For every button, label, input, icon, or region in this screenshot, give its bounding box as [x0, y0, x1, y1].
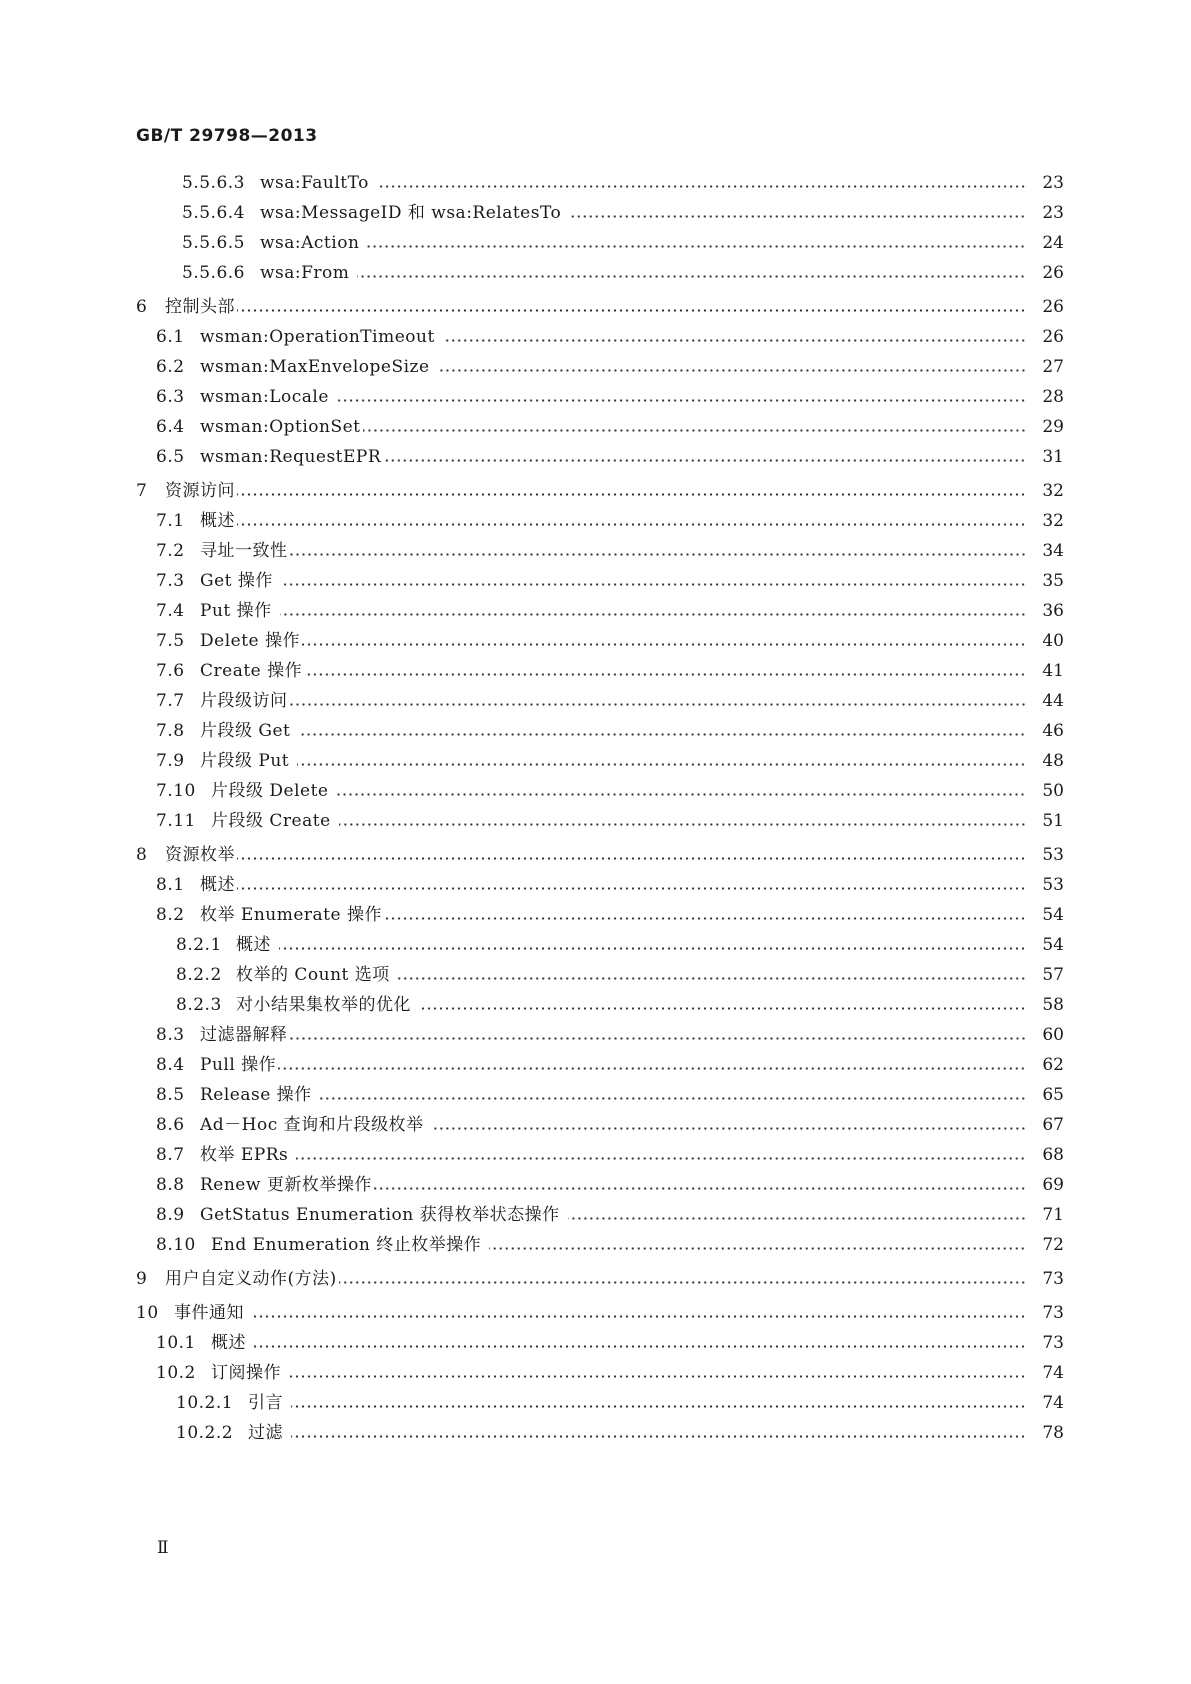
toc-entry — [136, 716, 1064, 742]
toc-entry — [136, 228, 1064, 254]
toc-entry-page: 53 — [1042, 875, 1064, 895]
toc-entry-page: 54 — [1042, 935, 1064, 955]
toc-entry-page: 32 — [1042, 511, 1064, 531]
toc-entry-page: 73 — [1042, 1303, 1064, 1323]
toc-entry-title: 资源访问 — [165, 481, 235, 501]
toc-entry-page: 26 — [1042, 263, 1064, 283]
toc-entry-title: wsa:MessageID 和 wsa:RelatesTo — [260, 203, 562, 223]
toc-entry — [136, 566, 1064, 592]
toc-entry-page: 35 — [1042, 571, 1064, 591]
toc-dot-leader — [443, 339, 1026, 342]
toc-dot-leader — [297, 763, 1026, 766]
toc-entry-number: 10.2 — [156, 1363, 196, 1383]
toc-dot-leader — [254, 1345, 1026, 1348]
toc-entry-title: 枚举的 Count 选项 — [236, 965, 390, 985]
toc-entry-number: 8.6 — [156, 1115, 185, 1135]
toc-entry-title: 枚举 EPRs — [200, 1145, 289, 1165]
toc-entry-number: 8.7 — [156, 1145, 185, 1165]
toc-entry — [136, 686, 1064, 712]
toc-entry — [136, 1388, 1064, 1414]
toc-entry-page: 68 — [1042, 1145, 1064, 1165]
toc-chapter-entry — [136, 1264, 1064, 1290]
toc-entry-number: 8.4 — [156, 1055, 185, 1075]
toc-entry — [136, 990, 1064, 1016]
toc-entry-title: wsman:OptionSet — [200, 417, 361, 437]
toc-dot-leader — [432, 1127, 1026, 1130]
toc-entry-number: 8.2 — [156, 905, 185, 925]
toc-dot-leader — [383, 459, 1026, 462]
toc-entry-title: 引言 — [248, 1393, 283, 1413]
toc-entry-page: 26 — [1042, 297, 1064, 317]
toc-dot-leader — [290, 703, 1027, 706]
toc-entry-number: 5.5.6.6 — [182, 263, 245, 283]
toc-entry-page: 48 — [1042, 751, 1064, 771]
toc-entry — [136, 1358, 1064, 1384]
toc-entry-title: 概述 — [236, 935, 271, 955]
toc-entry — [136, 382, 1064, 408]
toc-chapter-entry — [136, 1298, 1064, 1324]
toc-dot-leader — [296, 1157, 1026, 1160]
toc-entry — [136, 1140, 1064, 1166]
toc-entry — [136, 806, 1064, 832]
toc-dot-leader — [374, 1187, 1026, 1190]
toc-entry-page: 50 — [1042, 781, 1064, 801]
toc-entry-page: 58 — [1042, 995, 1064, 1015]
toc-entry — [136, 258, 1064, 284]
toc-dot-leader — [363, 429, 1026, 432]
toc-entry-number: 6.2 — [156, 357, 185, 377]
toc-entry-page: 23 — [1042, 203, 1064, 223]
toc-dot-leader — [280, 613, 1026, 616]
toc-entry-page: 54 — [1042, 905, 1064, 925]
toc-entry-page: 27 — [1042, 357, 1064, 377]
toc-entry-page: 60 — [1042, 1025, 1064, 1045]
toc-entry-title: 概述 — [200, 511, 235, 531]
toc-dot-leader — [489, 1247, 1026, 1250]
toc-entry-title: 用户自定义动作(方法) — [165, 1269, 337, 1289]
toc-entry — [136, 776, 1064, 802]
toc-entry-page: 34 — [1042, 541, 1064, 561]
toc-entry-page: 73 — [1042, 1269, 1064, 1289]
toc-entry-title: wsa:Action — [260, 233, 360, 253]
toc-entry — [136, 1110, 1064, 1136]
toc-entry-page: 73 — [1042, 1333, 1064, 1353]
toc-entry — [136, 870, 1064, 896]
toc-entry-page: 24 — [1042, 233, 1064, 253]
standard-code: GB/T 29798—2013 — [136, 126, 318, 146]
toc-entry-title: 过滤器解释 — [200, 1025, 288, 1045]
toc-entry-number: 8.3 — [156, 1025, 185, 1045]
toc-dot-leader — [419, 1007, 1026, 1010]
toc-dot-leader — [237, 309, 1026, 312]
toc-dot-leader — [320, 1097, 1026, 1100]
toc-entry-page: 29 — [1042, 417, 1064, 437]
toc-entry-page: 57 — [1042, 965, 1064, 985]
toc-entry-title: End Enumeration 终止枚举操作 — [211, 1235, 482, 1255]
toc-entry-number: 8.10 — [156, 1235, 196, 1255]
toc-dot-leader — [377, 185, 1026, 188]
toc-entry — [136, 1050, 1064, 1076]
toc-entry-number: 7.6 — [156, 661, 185, 681]
toc-entry-number: 7 — [136, 481, 148, 501]
toc-chapter-entry — [136, 476, 1064, 502]
toc-entry-number: 8.9 — [156, 1205, 185, 1225]
toc-entry-page: 71 — [1042, 1205, 1064, 1225]
toc-dot-leader — [237, 493, 1026, 496]
toc-entry-number: 9 — [136, 1269, 148, 1289]
toc-entry-number: 10.1 — [156, 1333, 196, 1353]
toc-entry-number: 7.8 — [156, 721, 185, 741]
toc-entry — [136, 930, 1064, 956]
toc-dot-leader — [339, 1281, 1026, 1284]
toc-entry-title: 片段级 Get — [200, 721, 291, 741]
toc-entry-page: 40 — [1042, 631, 1064, 651]
toc-entry — [136, 352, 1064, 378]
toc-entry-number: 7.2 — [156, 541, 185, 561]
toc-entry-title: 片段级 Create — [211, 811, 331, 831]
toc-entry-title: wsman:RequestEPR — [200, 447, 382, 467]
toc-entry-page: 32 — [1042, 481, 1064, 501]
toc-entry-page: 74 — [1042, 1393, 1064, 1413]
toc-entry — [136, 746, 1064, 772]
toc-entry-number: 7.4 — [156, 601, 185, 621]
toc-entry — [136, 656, 1064, 682]
toc-entry-page: 26 — [1042, 327, 1064, 347]
toc-entry-page: 44 — [1042, 691, 1064, 711]
toc-entry-title: 枚举 Enumerate 操作 — [200, 905, 382, 925]
toc-entry — [136, 1170, 1064, 1196]
toc-entry — [136, 626, 1064, 652]
toc-entry-page: 23 — [1042, 173, 1064, 193]
toc-dot-leader — [237, 857, 1026, 860]
toc-entry-number: 8 — [136, 845, 148, 865]
toc-chapter-entry — [136, 840, 1064, 866]
toc-dot-leader — [384, 917, 1026, 920]
toc-entry — [136, 960, 1064, 986]
toc-entry-page: 78 — [1042, 1423, 1064, 1443]
toc-entry-title: 片段级 Put — [200, 751, 290, 771]
toc-entry-number: 7.11 — [156, 811, 196, 831]
toc-entry-title: Get 操作 — [200, 571, 273, 591]
toc-entry-page: 74 — [1042, 1363, 1064, 1383]
toc-entry-number: 6.3 — [156, 387, 185, 407]
toc-entry-number: 10.2.2 — [176, 1423, 234, 1443]
toc-dot-leader — [438, 369, 1026, 372]
toc-entry-number: 8.8 — [156, 1175, 185, 1195]
toc-entry-number: 8.5 — [156, 1085, 185, 1105]
toc-entry-number: 6.1 — [156, 327, 185, 347]
toc-entry-title: GetStatus Enumeration 获得枚举状态操作 — [200, 1205, 560, 1225]
toc-entry-title: Ad－Hoc 查询和片段级枚举 — [200, 1115, 424, 1135]
toc-dot-leader — [289, 1375, 1026, 1378]
toc-entry-title: 寻址一致性 — [200, 541, 288, 561]
toc-entry-number: 7.3 — [156, 571, 185, 591]
toc-entry — [136, 1328, 1064, 1354]
toc-entry-number: 8.2.1 — [176, 935, 222, 955]
toc-entry-title: 事件通知 — [174, 1303, 244, 1323]
toc-entry-title: Pull 操作 — [200, 1055, 277, 1075]
toc-dot-leader — [237, 523, 1026, 526]
toc-entry-number: 5.5.6.3 — [182, 173, 245, 193]
toc-entry-title: Release 操作 — [200, 1085, 312, 1105]
toc-entry-number: 7.9 — [156, 751, 185, 771]
toc-entry-title: Create 操作 — [200, 661, 303, 681]
toc-entry-page: 31 — [1042, 447, 1064, 467]
toc-entry-title: wsa:From — [260, 263, 350, 283]
toc-dot-leader — [278, 1067, 1026, 1070]
toc-dot-leader — [337, 399, 1026, 402]
toc-entry-page: 62 — [1042, 1055, 1064, 1075]
toc-entry-title: 概述 — [211, 1333, 246, 1353]
toc-entry-page: 46 — [1042, 721, 1064, 741]
toc-entry-page: 69 — [1042, 1175, 1064, 1195]
toc-entry-title: 过滤 — [248, 1423, 283, 1443]
toc-dot-leader — [336, 793, 1026, 796]
toc-entry — [136, 1020, 1064, 1046]
toc-entry-title: wsman:Locale — [200, 387, 329, 407]
toc-dot-leader — [302, 643, 1026, 646]
toc-entry-number: 6.5 — [156, 447, 185, 467]
toc-entry-number: 7.10 — [156, 781, 196, 801]
toc-entry-number: 8.2.2 — [176, 965, 222, 985]
toc-dot-leader — [569, 215, 1026, 218]
toc-entry-title: 概述 — [200, 875, 235, 895]
toc-entry-title: wsa:FaultTo — [260, 173, 369, 193]
toc-entry-title: 片段级访问 — [200, 691, 288, 711]
toc-entry-title: Renew 更新枚举操作 — [200, 1175, 372, 1195]
toc-entry — [136, 322, 1064, 348]
toc-entry-number: 10.2.1 — [176, 1393, 234, 1413]
toc-chapter-entry — [136, 292, 1064, 318]
toc-entry-page: 53 — [1042, 845, 1064, 865]
toc-entry — [136, 168, 1064, 194]
toc-entry — [136, 1200, 1064, 1226]
toc-entry — [136, 442, 1064, 468]
toc-entry-page: 72 — [1042, 1235, 1064, 1255]
toc-entry-number: 6.4 — [156, 417, 185, 437]
toc-dot-leader — [398, 977, 1026, 980]
toc-entry — [136, 536, 1064, 562]
toc-dot-leader — [290, 1037, 1027, 1040]
toc-entry-number: 5.5.6.4 — [182, 203, 245, 223]
toc-entry — [136, 1230, 1064, 1256]
toc-entry-title: Delete 操作 — [200, 631, 300, 651]
toc-entry — [136, 900, 1064, 926]
toc-dot-leader — [281, 583, 1026, 586]
toc-entry-title: wsman:OperationTimeout — [200, 327, 435, 347]
toc-dot-leader — [339, 823, 1026, 826]
toc-entry — [136, 596, 1064, 622]
toc-entry-number: 7.5 — [156, 631, 185, 651]
toc-dot-leader — [291, 1435, 1026, 1438]
toc-entry-number: 8.2.3 — [176, 995, 222, 1015]
toc-entry — [136, 506, 1064, 532]
toc-entry-number: 7.7 — [156, 691, 185, 711]
toc-entry-number: 10 — [136, 1303, 159, 1323]
toc-dot-leader — [357, 275, 1026, 278]
toc-entry-number: 7.1 — [156, 511, 185, 531]
toc-entry — [136, 412, 1064, 438]
toc-dot-leader — [252, 1315, 1026, 1318]
toc-entry-number: 6 — [136, 297, 148, 317]
toc-dot-leader — [290, 553, 1027, 556]
toc-entry-page: 36 — [1042, 601, 1064, 621]
toc-entry-title: 对小结果集枚举的优化 — [236, 995, 411, 1015]
toc-entry-page: 41 — [1042, 661, 1064, 681]
toc-entry — [136, 1418, 1064, 1444]
toc-entry — [136, 1080, 1064, 1106]
toc-entry-title: Put 操作 — [200, 601, 272, 621]
page-number: Ⅱ — [157, 1538, 169, 1558]
toc-dot-leader — [304, 673, 1026, 676]
toc-entry-page: 28 — [1042, 387, 1064, 407]
toc-dot-leader — [298, 733, 1026, 736]
toc-entry-title: 订阅操作 — [211, 1363, 281, 1383]
toc-dot-leader — [291, 1405, 1026, 1408]
toc-entry — [136, 198, 1064, 224]
toc-entry-title: 片段级 Delete — [211, 781, 329, 801]
toc-entry-title: 控制头部 — [165, 297, 235, 317]
toc-entry-number: 5.5.6.5 — [182, 233, 245, 253]
toc-dot-leader — [279, 947, 1026, 950]
toc-entry-page: 65 — [1042, 1085, 1064, 1105]
toc-entry-page: 67 — [1042, 1115, 1064, 1135]
toc-entry-title: 资源枚举 — [165, 845, 235, 865]
toc-entry-title: wsman:MaxEnvelopeSize — [200, 357, 430, 377]
toc-dot-leader — [367, 245, 1026, 248]
toc-dot-leader — [237, 887, 1026, 890]
toc-entry-page: 51 — [1042, 811, 1064, 831]
toc-entry-number: 8.1 — [156, 875, 185, 895]
toc-dot-leader — [568, 1217, 1026, 1220]
